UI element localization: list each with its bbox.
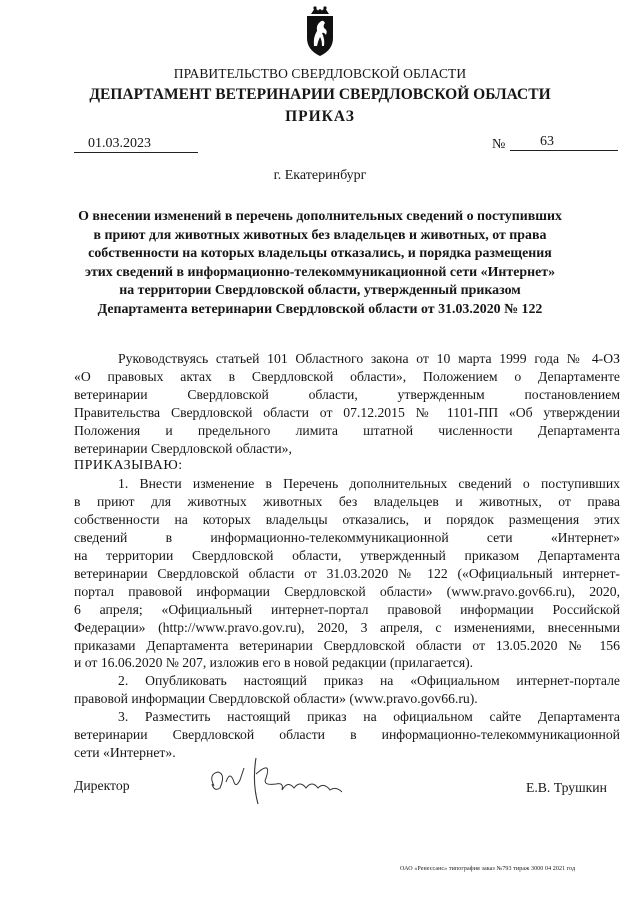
document-type: ПРИКАЗ	[285, 108, 355, 125]
item-1-line: приказами Департамента ветеринарии Свердловской области от 13.05.2020 № 156	[74, 637, 620, 653]
preamble-line: Правительства Свердловской области от 07.12.2015 № 1101-ПП «Об утверждении	[74, 404, 620, 420]
order-subject	[0, 208, 640, 320]
city: г. Екатеринбург	[273, 168, 367, 183]
item-1-line: в приют для животных животных без владельцев и животных, от права	[74, 494, 620, 510]
order-number: 63	[510, 134, 618, 151]
item-1-line: ветеринарии Свердловской области от 31.03.2020 № 122 («Официальный интернет-	[74, 565, 620, 581]
signatory-title: Директор	[74, 778, 130, 793]
coat-of-arms-emblem	[302, 4, 338, 58]
subject-line: Департамента ветеринарии Свердловской области от 31.03.2020 № 122	[97, 301, 543, 317]
preamble-line: Руководствуясь статьей 101 Областного закона от 10 марта 1999 года № 4-ОЗ	[118, 351, 620, 366]
preamble-line: «О правовых актах в Свердловской области», Положением о Департаменте	[74, 368, 620, 384]
item-1-line: на территории Свердловской области, утвержденный приказом Департамента	[74, 547, 620, 563]
order-word: ПРИКАЗЫВАЮ:	[74, 458, 183, 474]
subject-line: О внесении изменений в перечень дополнительных сведений о поступивших	[78, 209, 562, 224]
signatory-name: Е.В. Трушкин	[526, 780, 607, 795]
item-1-line: 1. Внести изменение в Перечень дополнительных сведений о поступивших	[118, 476, 620, 492]
preamble-line: ветеринарии Свердловской области, утвержденным постановлением	[74, 386, 620, 402]
handwritten-signature	[200, 752, 350, 808]
item-3-line: ветеринарии Свердловской области в информационно-телекоммуникационной	[74, 727, 620, 743]
printer-footer: ОАО «Ренессанс» типография заказ №793 тираж 3000 04 2021 год	[400, 866, 576, 872]
government-name: ПРАВИТЕЛЬСТВО СВЕРДЛОВСКОЙ ОБЛАСТИ	[173, 66, 467, 81]
item-2-line: правовой информации Свердловской области» (www.pravo.gov66.ru).	[74, 691, 478, 707]
number-sign: №	[492, 137, 506, 152]
preamble-line: ветеринарии Свердловской области»,	[74, 440, 292, 456]
preamble-line: Положения и предельного лимита штатной численности Департамента	[74, 422, 620, 438]
item-1-line: собственности на которых владельцы отказались, и порядок размещения этих	[74, 512, 620, 528]
subject-line: на территории Свердловской области, утвержденный приказом	[119, 283, 521, 299]
item-3-line: сети «Интернет».	[74, 744, 176, 760]
order-body	[74, 350, 620, 762]
subject-line: в приют для животных животных без владельцев и животных, от права	[93, 227, 547, 243]
subject-line: собственности на которых владельцы отказались, и порядка размещения	[88, 246, 552, 262]
subject-line: этих сведений в информационно-телекоммуникационной сети «Интернет»	[84, 264, 556, 280]
department-name: ДЕПАРТАМЕНТ ВЕТЕРИНАРИИ СВЕРДЛОВСКОЙ ОБЛАСТИ	[89, 86, 551, 103]
item-1-line: портал правовой информации Свердловской области» (www.pravo.gov66.ru), 2020,	[74, 583, 620, 599]
item-2-line: 2. Опубликовать настоящий приказ на «Официальном интернет-портале	[118, 673, 620, 689]
item-1-line: и от 16.06.2020 № 207, изложив его в новой редакции (прилагается).	[74, 655, 474, 671]
item-1-line: Федерации» (http://www.pravo.gov.ru), 2020, 3 апреля, с изменениями, внесенными	[74, 619, 620, 635]
item-1-line: сведений в информационно-телекоммуникационной сети «Интернет»	[74, 530, 620, 546]
item-1-line: 6 апреля; «Официальный интернет-портал правовой информации Российской	[74, 601, 620, 617]
order-date: 01.03.2023	[74, 136, 198, 153]
item-3-line: 3. Разместить настоящий приказ на официальном сайте Департамента	[118, 709, 620, 725]
